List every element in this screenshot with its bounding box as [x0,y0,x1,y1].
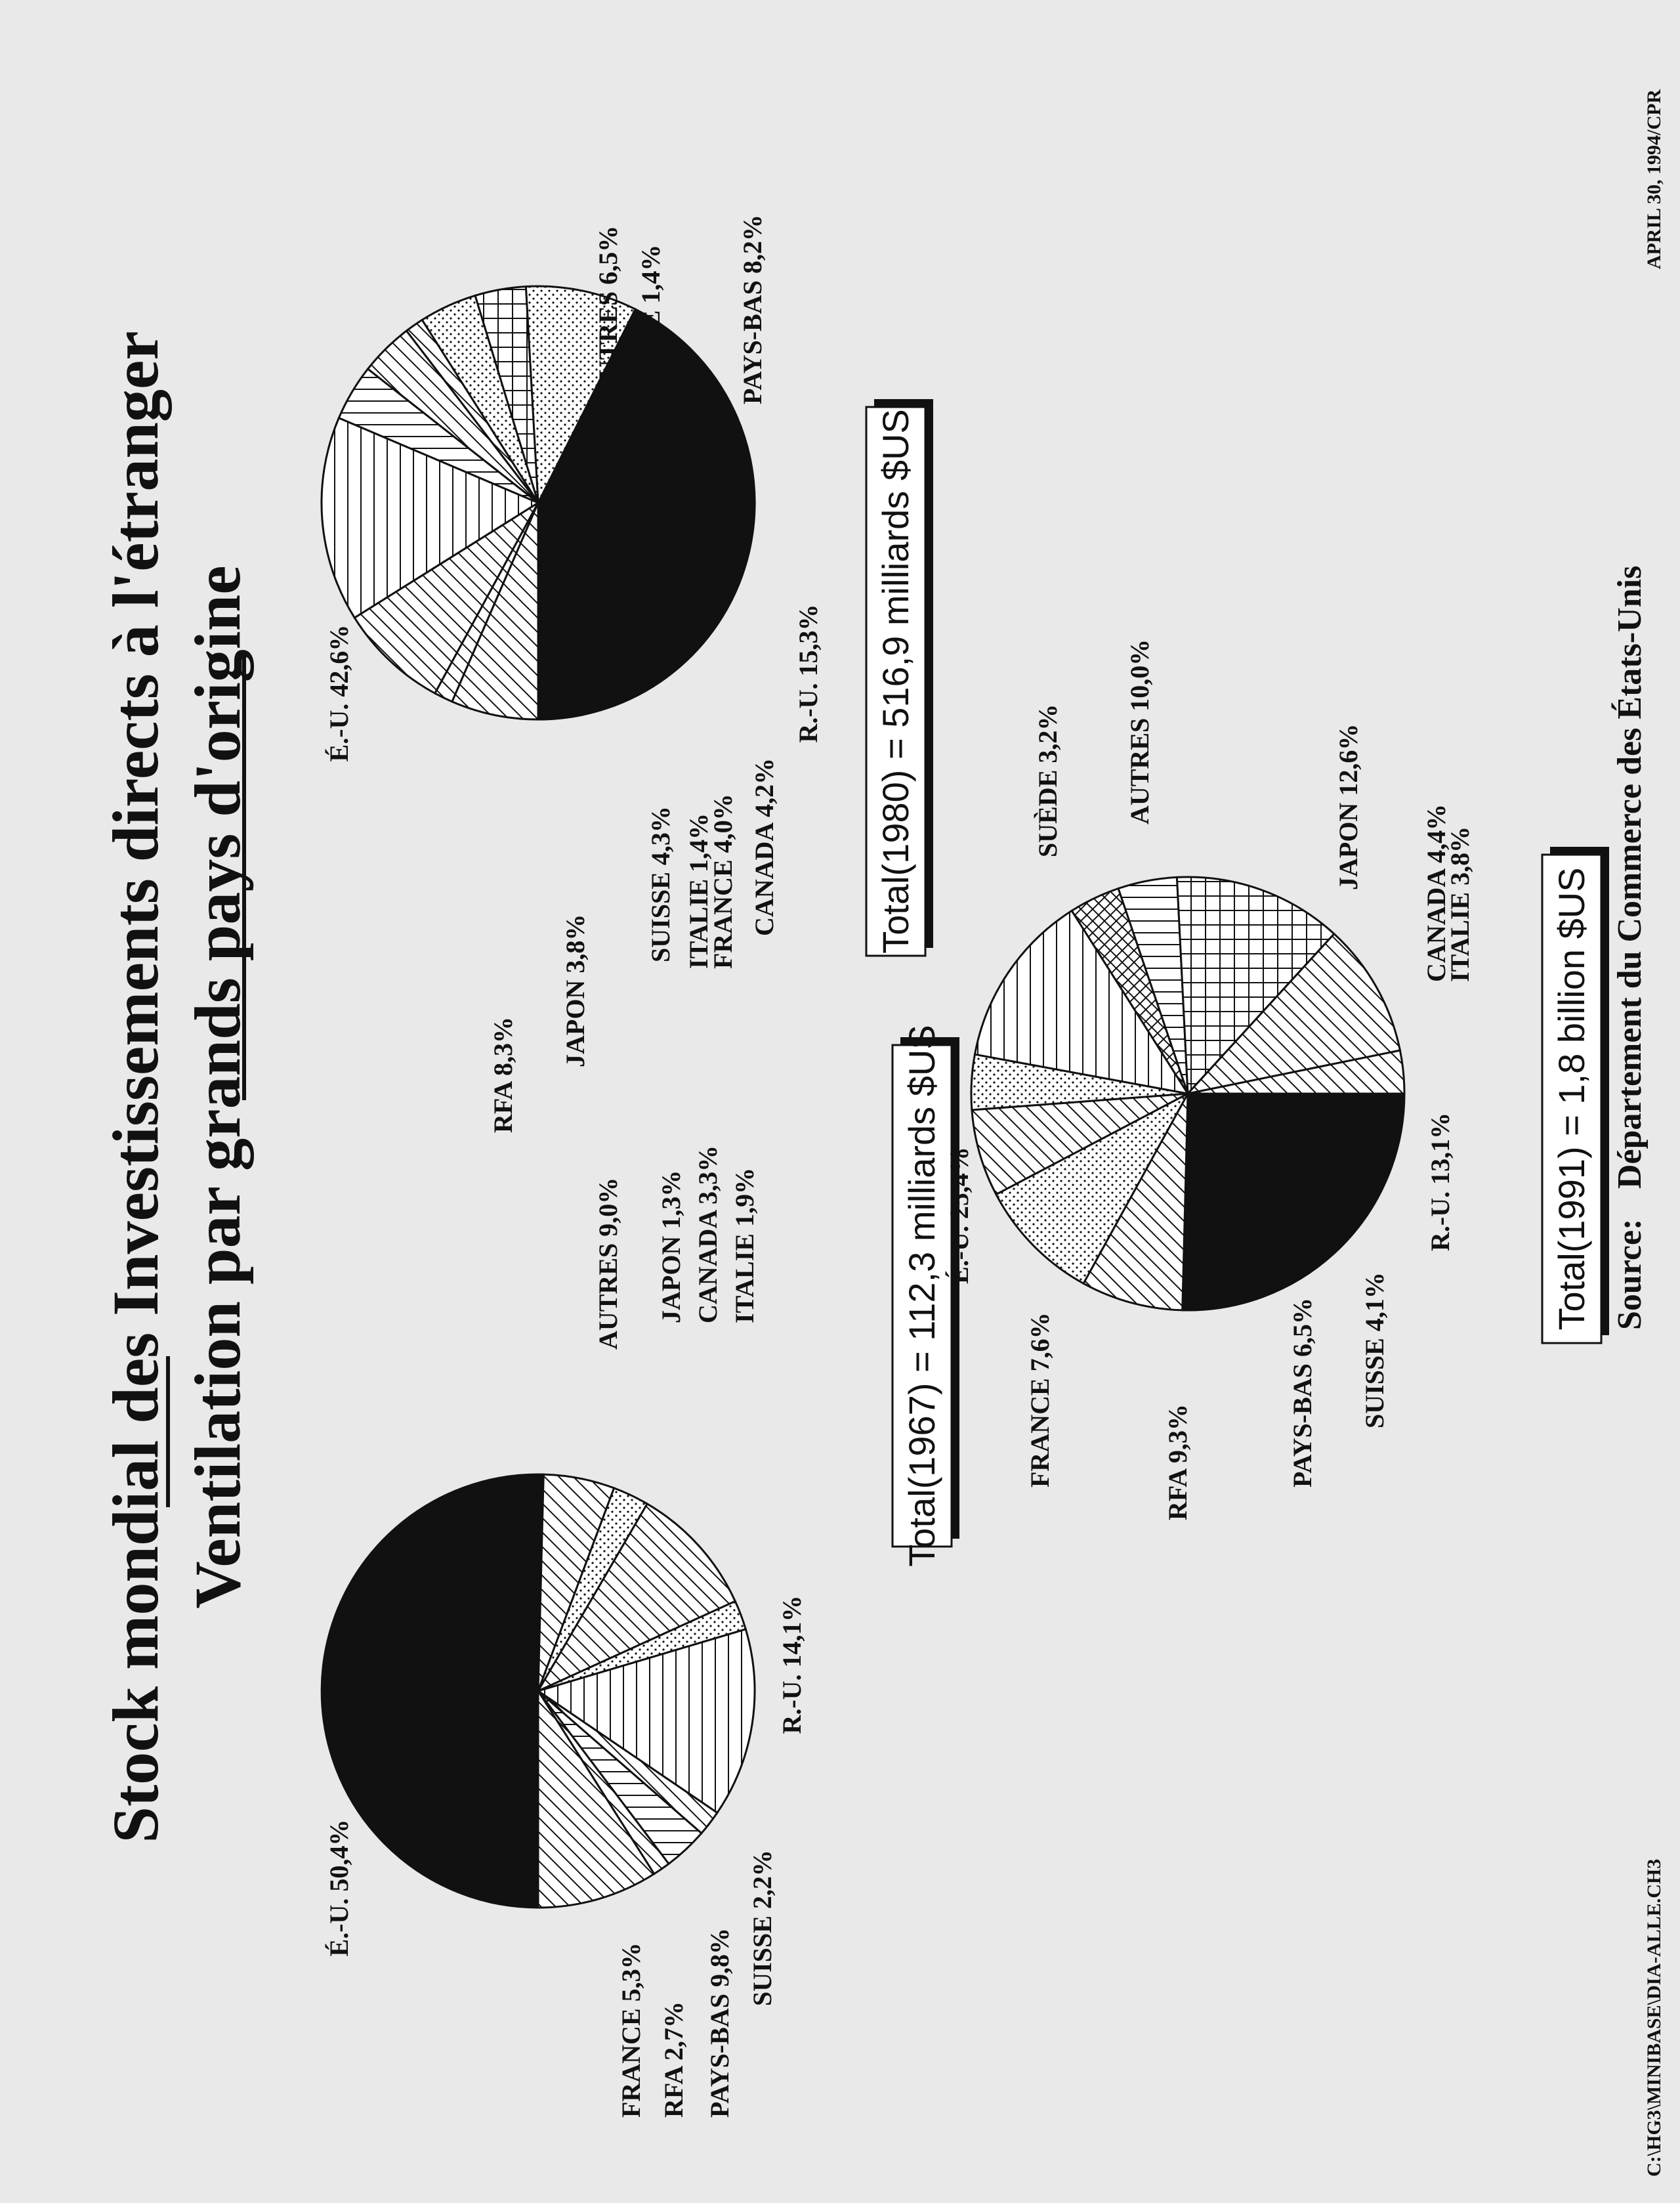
pie-chart-1967 [322,1025,959,2118]
slice-label-suede: SUÈDE 3,2% [1033,704,1062,857]
slice-label-rfa: RFA 9,3% [1163,1403,1192,1520]
slice-label-pays-bas: PAYS-BAS 6,5% [1288,1298,1317,1487]
total-box-1991 [1542,847,1609,1343]
pie-slices-1980 [322,286,755,719]
slice-label-canada: CANADA 3,3% [693,1145,723,1323]
pie-slices-1991 [971,877,1404,1310]
slice-label-france: FRANCE 7,6% [1025,1312,1055,1487]
slice-label-autres: AUTRES 10,0% [1125,639,1154,824]
slice-label-france: FRANCE 5,3% [616,1942,646,2118]
total-label-1991: Total(1991) = 1,8 billion $US [1551,867,1592,1331]
slice-label-japon: JAPON 12,6% [1334,723,1363,890]
slice-label-autres: AUTRES 6,5% [593,225,623,398]
slice-label-france: FRANCE 4,0% [708,794,738,969]
pie-chart-1991 [944,639,1609,1520]
date-stamp: APRIL 30, 1994/CPR [1643,89,1665,270]
page-subtitle: Ventilation par grands pays d'origine [181,565,254,1609]
slice-label-suisse: SUISSE 4,1% [1360,1272,1389,1428]
slice-label-rfa: RFA 8,3% [488,1016,518,1133]
slice-label-suisse: SUISSE 2,2% [747,1850,777,2006]
slice-label-e-u: É.-U. 50,4% [324,1819,354,1957]
slice-label-autres: AUTRES 9,0% [593,1177,623,1350]
slice-label-canada: CANADA 4,2% [749,758,779,936]
slice-label-japon: JAPON 3,8% [560,914,590,1067]
slice-label-italie: ITALIE 3,8% [1445,826,1475,982]
slice-label-e-u: É.-U. 42,6% [324,624,354,762]
slice-label-pays-bas: PAYS-BAS 8,2% [738,215,767,404]
total-box-1967 [892,1025,959,1566]
total-label-1980: Total(1980) = 516,9 milliards $US [875,409,916,954]
pie-chart-1980 [322,215,933,1133]
slice-label-suisse: SUISSE 4,3% [646,806,675,962]
slice-label-canada: CANADA 4,4% [1421,803,1451,982]
total-box-1980 [866,399,933,956]
slice-label-italie: ITALIE 1,9% [730,1167,759,1323]
source-label: Source: [1611,1218,1648,1330]
slice-label-italie: ITALIE 1,4% [684,813,713,969]
slice-label-e-u: É.-U. 25,4% [944,1147,974,1284]
pie-slice-e-u [322,1474,543,1908]
pie-slices-1967 [322,1474,755,1908]
page-title: Stock mondial des Investissements directs à l'étranger [99,331,172,1843]
slice-label-japon: JAPON 1,3% [656,1170,686,1323]
slice-label-r-u: R.-U. 14,1% [777,1595,807,1734]
slice-label-suede: SUÈDE 1,4% [636,244,665,398]
slice-label-pays-bas: PAYS-BAS 9,8% [705,1928,734,2118]
slice-label-r-u: R.-U. 13,1% [1425,1112,1455,1251]
file-path: C:\HG3\MINIBASE\DIA-ALLE.CH3 [1643,1858,1665,2177]
total-label-1967: Total(1967) = 112,3 milliards $US [901,1025,942,1567]
source-text: Département du Commerce des États-Unis [1611,565,1648,1189]
slice-label-r-u: R.-U. 15,3% [793,604,823,743]
rotated-page [99,89,1665,2177]
slice-label-rfa: RFA 2,7% [659,2001,688,2118]
